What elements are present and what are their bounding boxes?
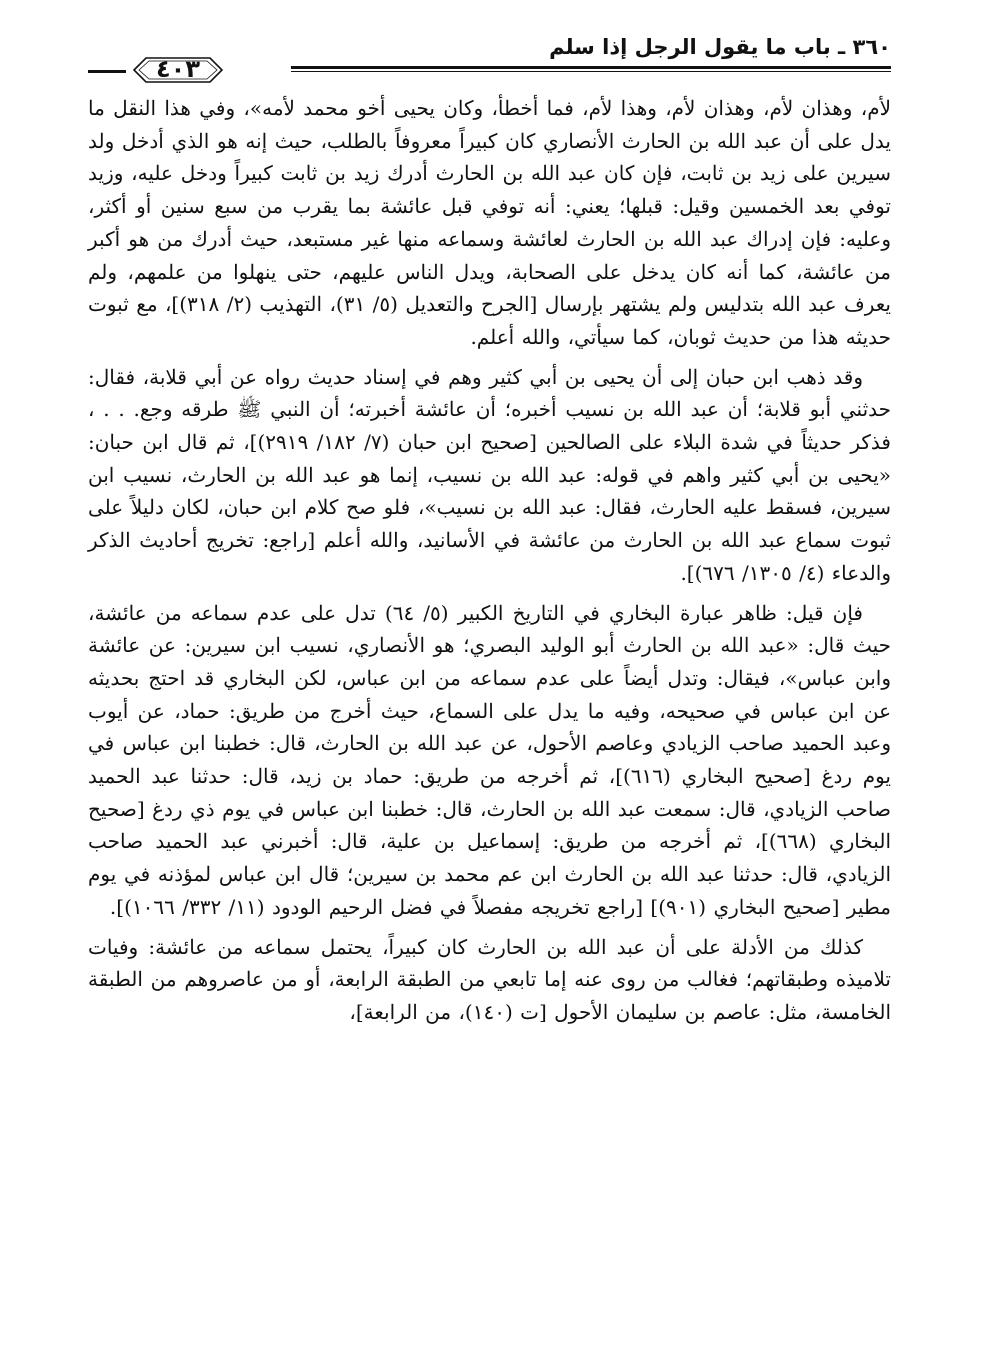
paragraph: فإن قيل: ظاهر عبارة البخاري في التاريخ الكبير (٥/ ٦٤) تدل على عدم سماعه من عائشة، حيث قال: «عبد الله بن الحارث أبو الوليد البصري؛ هو الأنصاري، نسيب ابن سيرين: عن عائشة وابن عباس»، فيقال: وتدل أيضاً على عدم سماعه من ابن عباس، لكن البخاري قد احتج بحديثه عن ابن عباس في صحيحه، وفيه ما يدل على السماع، حيث أخرج من طريق: حماد، عن أيوب وعبد الحميد صاحب الزيادي وعاصم الأحول، عن عبد الله بن الحارث، قال: خطبنا ابن عباس في يوم ردغ [صحيح البخاري (٦١٦)]، ثم أخرجه من طريق: حماد بن زيد، قال: حدثنا عبد الحميد صاحب الزيادي، قال: سمعت عبد الله بن الحارث، قال: خطبنا ابن عباس في يوم ذي ردغ [صحيح البخاري (٦٦٨)]، ثم أخرجه من طريق: إسماعيل بن علية، قال: أخبرني عبد الحميد صاحب الزيادي، قال: حدثنا عبد الله بن الحارث ابن عم محمد بن سيرين؛ قال ابن عباس لمؤذنه في يوم مطير [صحيح البخاري (٩٠١)] [راجع تخريجه مفصلاً في فضل الرحيم الودود (١١/ ٣٣٢/ ١٠٦٦)]. [88, 600, 891, 919]
paragraph: وقد ذهب ابن حبان إلى أن يحيى بن أبي كثير وهم في إسناد حديث رواه عن أبي قلابة، فقال: حدثني أبو قلابة؛ أن عبد الله بن نسيب أخبره؛ أن عائشة أخبرته؛ أن النبي ﷺ طرقه وجع. . . ، فذكر حديثاً في شدة البلاء على الصالحين [صحيح ابن حبان (٧/ ١٨٢/ ٢٩١٩)]، ثم قال ابن حبان: «يحيى بن أبي كثير واهم في قوله: عبد الله بن نسيب، إنما هو عبد الله بن الحارث، نسيب ابن سيرين، فسقط عليه الحارث، فقال: عبد الله بن نسيب»، فلو صح كلام ابن حبان، لكان دليلاً على ثبوت سماع عبد الله بن الحارث من عائشة في الأسانيد، والله أعلم [راجع: تخريج أحاديث الذكر والدعاء (٤/ ١٣٠٥/ ٦٧٦)]. [88, 364, 892, 585]
paragraph: لأم، وهذان لأم، وهذان لأم، وهذا لأم، فما أخطأ، وكان يحيى أخو محمد لأمه»، وفي هذا النقل ما يدل على أن عبد الله بن الحارث الأنصاري كان كبيراً معروفاً بالطلب، حيث إنه هو الذي أدخل ولد سيرين على زيد بن ثابت، فإن كان عبد الله بن الحارث أدرك زيد بن ثابت كبيراً ودخل عليه، وزيد توفي بعد الخمسين وقيل: قبلها؛ يعني: أنه توفي قبل عائشة بما يقرب من سبع سنين أو أكثر، وعليه: فإن إدراك عبد الله بن الحارث لعائشة وسماعه منها غير مستبعد، حيث أدرك من هو أكبر من عائشة، كما أنه كان يدخل على الصحابة، ويدل الناس عليهم، حتى ينهلوا من علمهم، ولم يعرف عبد الله بتدليس ولم يشتهر بإرسال [الجرح والتعديل (٥/ ٣١)، التهذيب (٢/ ٣١٨)]، مع ثبوت حديثه هذا من حديث ثوبان، كما سيأتي، والله أعلم. [88, 96, 892, 349]
page-number: ٤٠٣ [156, 55, 200, 83]
header-rule-thin [291, 71, 891, 72]
header-rule [291, 66, 891, 72]
header-rule-left [88, 70, 126, 73]
running-title: ٣٦٠ ـ باب ما يقول الرجل إذا سلم [549, 35, 891, 59]
page-header [88, 30, 891, 83]
header-rule-thick [291, 66, 891, 69]
paragraph: كذلك من الأدلة على أن عبد الله بن الحارث كان كبيراً، يحتمل سماعه من عائشة: وفيات تلاميذه وطبقاتهم؛ فغالب من روى عنه إما تابعي من الطبقة الرابعة، أو من عاصروهم من الطبقة الخامسة، مثل: عاصم بن سليمان الأحول [ت (١٤٠)، من الرابعة]، [88, 934, 891, 1024]
body-text [88, 92, 891, 1029]
page-number-badge [128, 50, 228, 90]
